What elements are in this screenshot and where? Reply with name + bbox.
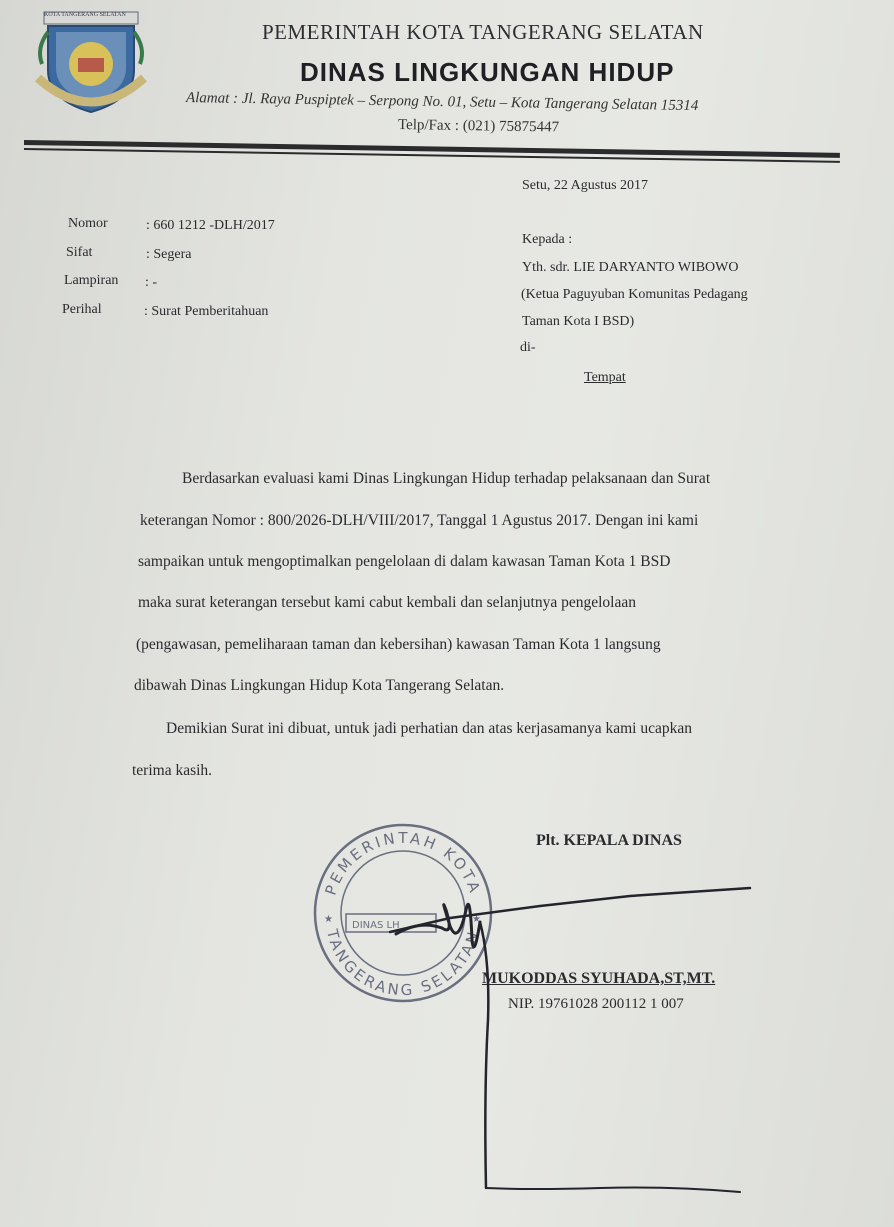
body-line: Demikian Surat ini dibuat, untuk jadi perhatian dan atas kerjasamanya kami ucapkan	[166, 720, 692, 737]
recipient-tempat: Tempat	[584, 370, 626, 385]
recipient-kepada: Kepada :	[522, 232, 573, 247]
meta-value-lampiran: : -	[145, 275, 158, 290]
svg-text:★: ★	[472, 914, 481, 925]
body-line: sampaikan untuk mengoptimalkan pengelolaan di dalam kawasan Taman Kota 1 BSD	[138, 553, 671, 570]
recipient-di: di-	[520, 340, 536, 355]
signature-title: Plt. KEPALA DINAS	[536, 832, 682, 849]
office-telp: Telp/Fax : (021) 75875447	[397, 117, 560, 136]
meta-value-nomor: : 660 1212 -DLH/2017	[146, 218, 275, 233]
signature-nip: NIP. 19761028 200112 1 007	[508, 996, 684, 1012]
body-line: Berdasarkan evaluasi kami Dinas Lingkungan Hidup terhadap pelaksanaan dan Surat	[182, 470, 711, 487]
stamp-top-text: PEMERINTAH KOTA	[321, 828, 485, 898]
meta-value-sifat: : Segera	[146, 247, 192, 262]
body-line: dibawah Dinas Lingkungan Hidup Kota Tangerang Selatan.	[134, 677, 505, 694]
svg-text:★: ★	[324, 914, 333, 925]
stamp-center-text: DINAS LH	[352, 920, 400, 931]
body-line: keterangan Nomor : 800/2026-DLH/VIII/2017, Tanggal 1 Agustus 2017. Dengan ini kami	[140, 512, 699, 529]
handwritten-signature	[380, 870, 760, 1200]
meta-label-sifat: Sifat	[66, 245, 93, 260]
recipient-role-line2: Taman Kota I BSD)	[522, 314, 635, 329]
recipient-name: Yth. sdr. LIE DARYANTO WIBOWO	[522, 260, 739, 275]
meta-label-perihal: Perihal	[62, 302, 102, 317]
body-line: maka surat keterangan tersebut kami cabut kembali dan selanjutnya pengelolaan	[138, 594, 636, 611]
meta-label-lampiran: Lampiran	[64, 273, 119, 288]
recipient-role-line1: (Ketua Paguyuban Komunitas Pedagang	[521, 287, 748, 302]
crest-banner-text: KOTA TANGERANG SELATAN	[44, 12, 126, 18]
body-line: (pengawasan, pemeliharaan taman dan kebersihan) kawasan Taman Kota 1 langsung	[136, 636, 661, 653]
meta-value-perihal: : Surat Pemberitahuan	[144, 304, 269, 319]
office-address: Alamat : Jl. Raya Puspiptek – Serpong No. 01, Setu – Kota Tangerang Selatan 15314	[185, 90, 699, 115]
body-line: terima kasih.	[132, 762, 213, 779]
city-crest-logo	[28, 8, 153, 120]
meta-label-nomor: Nomor	[68, 216, 108, 231]
department-name: DINAS LINGKUNGAN HIDUP	[300, 57, 675, 87]
stamp-bottom-text: TANGERANG SELATAN	[322, 927, 484, 1000]
place-date: Setu, 22 Agustus 2017	[522, 178, 649, 193]
signature-name: MUKODDAS SYUHADA,ST,MT.	[482, 970, 716, 987]
government-name: PEMERINTAH KOTA TANGERANG SELATAN	[262, 20, 704, 44]
